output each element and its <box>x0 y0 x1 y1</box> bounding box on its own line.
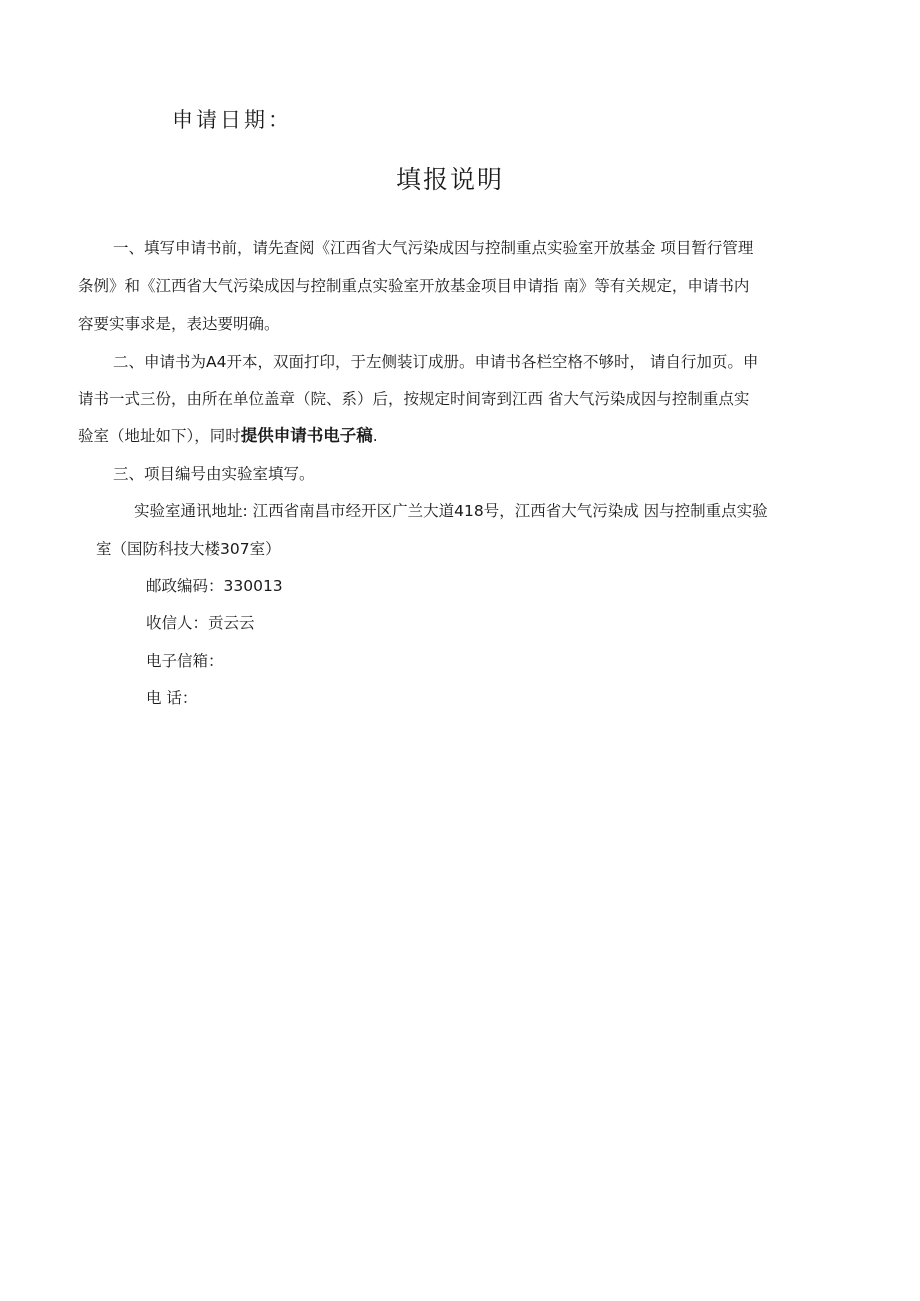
para2-line2: 请书一式三份，由所在单位盖章（院、系）后，按规定时间寄到江西 省大气污染成因与控制重点实 <box>78 390 750 408</box>
para2-line1: 二、申请书为A4开本，双面打印，于左侧装订成册。申请书各栏空格不够时， 请自行加页。申 <box>113 353 759 371</box>
apply-date-label: 申请日期： <box>172 108 292 132</box>
para2-line3 <box>78 426 378 446</box>
postcode: 邮政编码：330013 <box>146 577 283 595</box>
address-line1: 实验室通讯地址: 江西省南昌市经开区广兰大道418号，江西省大气污染成 因与控制重点实验 <box>134 502 768 520</box>
para1-line1: 一、填写申请书前，请先查阅《江西省大气污染成因与控制重点实验室开放基金 项目暂行管理 <box>113 239 754 257</box>
para2-line3-prefix: 验室（地址如下），同时 <box>78 427 241 445</box>
para3-line1: 三、项目编号由实验室填写。 <box>113 465 315 483</box>
address-line2: 室（国防科技大楼307室） <box>96 540 281 558</box>
document-title: 填报说明 <box>395 165 504 194</box>
para1-line2: 条例》和《江西省大气污染成因与控制重点实验室开放基金项目申请指 南》等有关规定，申请书内 <box>78 277 750 295</box>
email-label: 电子信箱： <box>146 652 224 670</box>
electronic-copy-note: 提供申请书电子稿 <box>240 426 373 445</box>
recipient: 收信人：贡云云 <box>146 614 255 632</box>
para2-line3-suffix: . <box>372 427 378 445</box>
phone-label: 电 话： <box>146 689 198 707</box>
para1-line3: 容要实事求是，表达要明确。 <box>78 315 280 333</box>
